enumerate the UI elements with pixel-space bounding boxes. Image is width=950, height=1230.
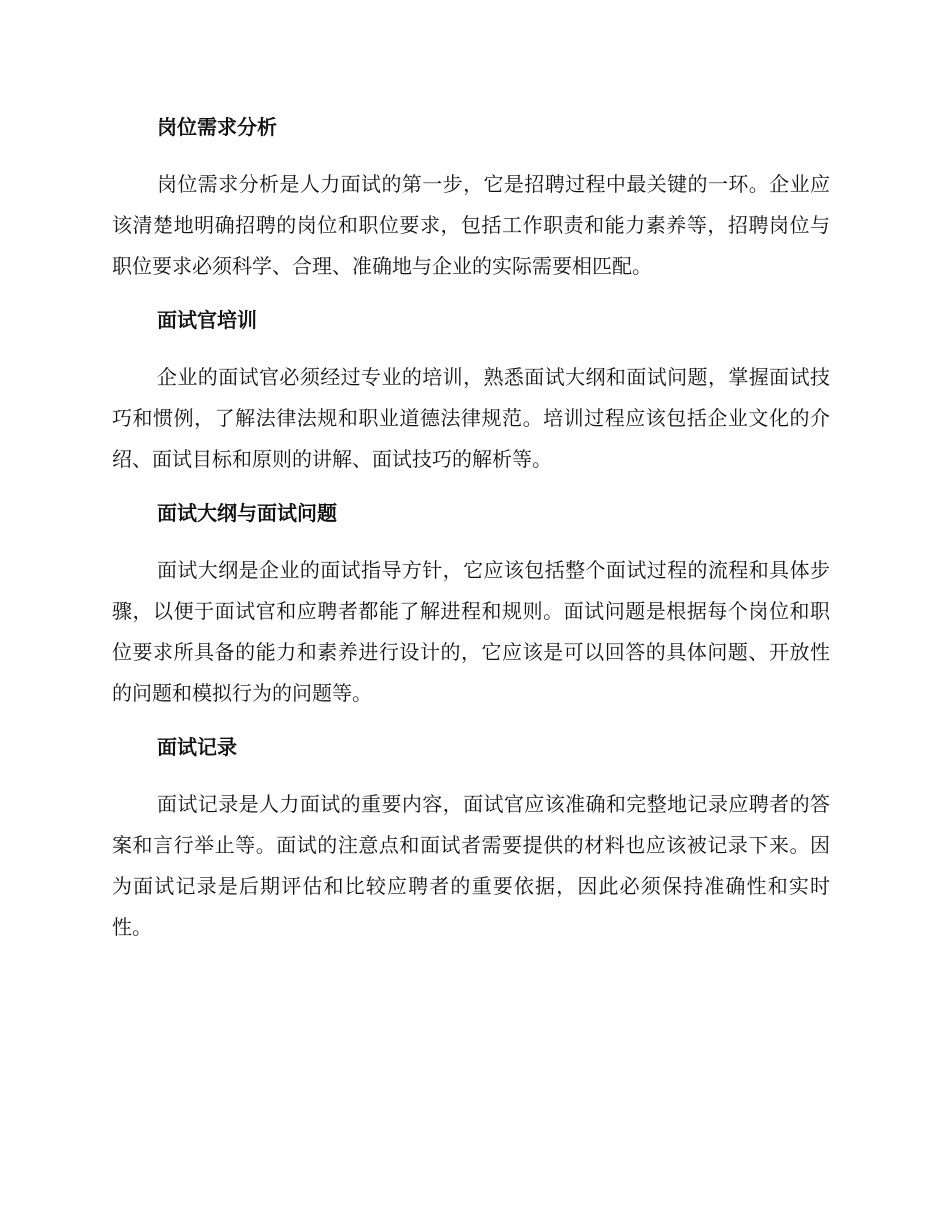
section-interviewer-training (112, 301, 830, 480)
document-page (112, 108, 830, 962)
section-job-requirements (112, 108, 830, 287)
section-paragraph: 岗位需求分析是人力面试的第一步，它是招聘过程中最关键的一环。企业应该清楚地明确招聘的岗位和职位要求，包括工作职责和能力素养等，招聘岗位与职位要求必须科学、合理、准确地与企业的实际需要相匹配。 (112, 172, 830, 278)
section-heading: 面试大纲与面试问题 (157, 501, 337, 525)
section-interview-outline (112, 494, 830, 714)
section-paragraph: 企业的面试官必须经过专业的培训，熟悉面试大纲和面试问题，掌握面试技巧和惯例，了解法律法规和职业道德法律规范。培训过程应该包括企业文化的介绍、面试目标和原则的讲解、面试技巧的解析等。 (112, 365, 830, 471)
section-paragraph: 面试记录是人力面试的重要内容，面试官应该准确和完整地记录应聘者的答案和言行举止等。面试的注意点和面试者需要提供的材料也应该被记录下来。因为面试记录是后期评估和比较应聘者的重要依据，因此必须保持准确性和实时性。 (112, 792, 830, 939)
section-heading: 面试官培训 (157, 308, 257, 332)
section-heading: 岗位需求分析 (157, 115, 277, 139)
section-heading: 面试记录 (157, 735, 237, 759)
section-interview-records (112, 728, 830, 948)
section-paragraph: 面试大纲是企业的面试指导方针，它应该包括整个面试过程的流程和具体步骤，以便于面试官和应聘者都能了解进程和规则。面试问题是根据每个岗位和职位要求所具备的能力和素养进行设计的，它应该是可以回答的具体问题、开放性的问题和模拟行为的问题等。 (112, 558, 830, 705)
